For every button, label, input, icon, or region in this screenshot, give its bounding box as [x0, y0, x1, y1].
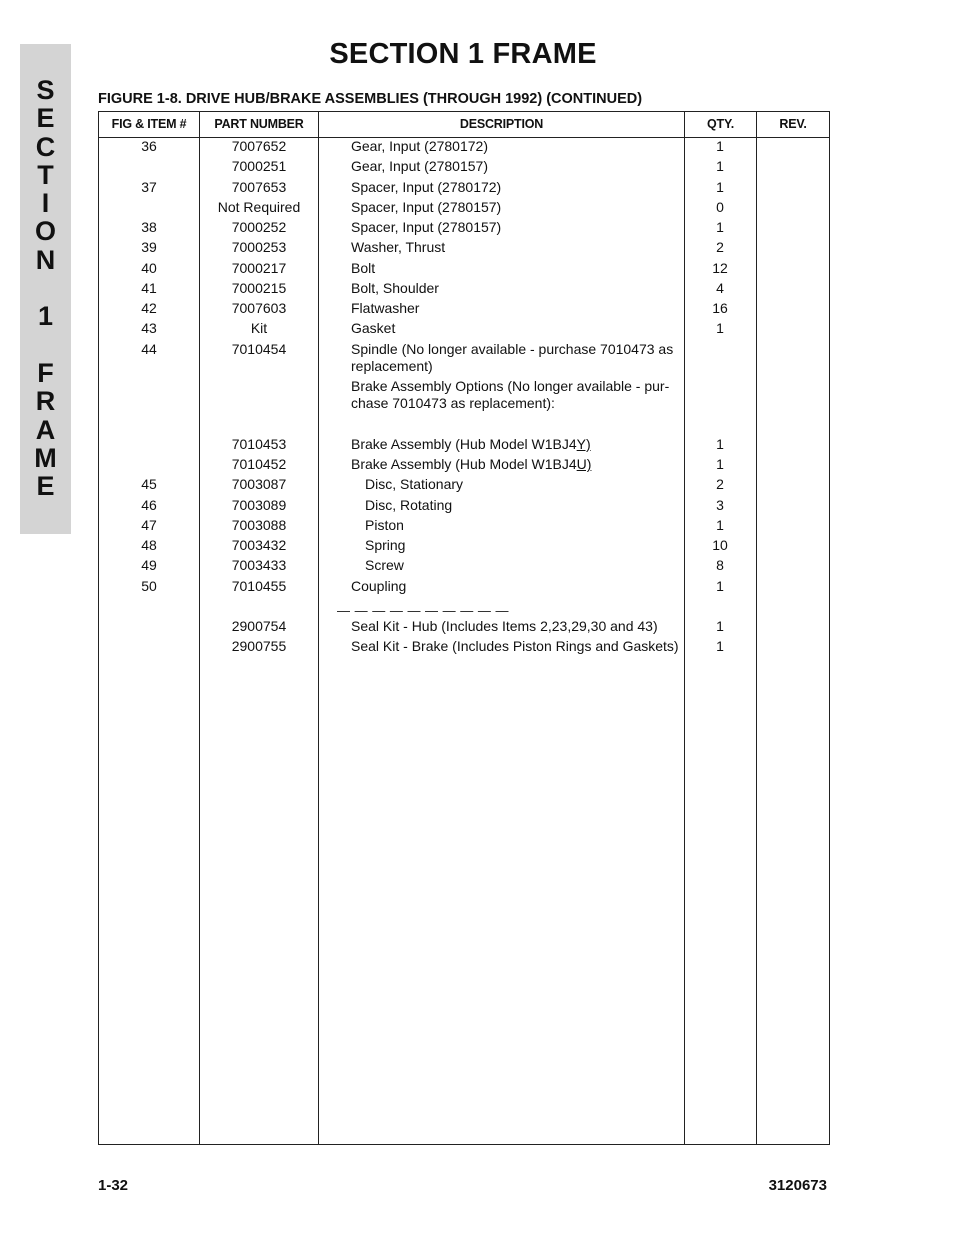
description-text: Disc, Stationary — [365, 476, 464, 492]
quantity: 1 — [716, 219, 724, 235]
description-text: Piston — [365, 517, 404, 533]
side-tab-letter: 1 — [37, 301, 54, 332]
quantity: 4 — [716, 280, 724, 296]
section-side-tab — [20, 44, 71, 534]
part-description — [365, 476, 697, 493]
quantity: 12 — [712, 260, 728, 276]
part-number: 7003432 — [231, 537, 287, 553]
figure-title: FIGURE 1-8. DRIVE HUB/BRAKE ASSEMBLIES (THROUGH 1992) (CONTINUED) — [98, 91, 643, 107]
quantity: 1 — [716, 578, 724, 594]
part-number: 7000217 — [231, 260, 287, 276]
description-text: Coupling — [351, 578, 407, 594]
part-number: 7000251 — [231, 158, 287, 174]
description-text: Brake Assembly Options (No longer available - pur- — [351, 378, 670, 394]
part-description — [351, 456, 683, 473]
quantity: 1 — [716, 179, 724, 195]
description-text: Screw — [365, 557, 404, 573]
description-text: Spring — [365, 537, 406, 553]
quantity: 10 — [712, 537, 728, 553]
part-number: Not Required — [217, 199, 301, 215]
side-tab-letter: I — [41, 188, 50, 219]
document-number: 3120673 — [768, 1177, 827, 1194]
item-number: 46 — [141, 497, 157, 513]
quantity: 1 — [716, 517, 724, 533]
quantity: 2 — [716, 239, 724, 255]
side-tab-letter: E — [36, 103, 55, 134]
part-description — [351, 239, 683, 256]
part-number: 7007653 — [231, 179, 287, 195]
part-description — [351, 358, 683, 375]
part-description — [351, 199, 683, 216]
part-number: 7003089 — [231, 497, 287, 513]
quantity: 1 — [716, 638, 724, 654]
part-description — [365, 557, 697, 574]
part-description — [351, 179, 683, 196]
description-underlined-suffix: U) — [576, 456, 592, 472]
part-number: 2900755 — [231, 638, 287, 654]
quantity: 1 — [716, 320, 724, 336]
part-number: 7010452 — [231, 456, 287, 472]
description-underlined-suffix: Y) — [576, 436, 591, 452]
description-text: Gear, Input (2780157) — [351, 158, 488, 174]
item-number: 44 — [141, 341, 157, 357]
part-description — [351, 280, 683, 297]
description-text: replacement) — [351, 358, 433, 374]
description-text: Washer, Thrust — [351, 239, 446, 255]
item-number: 47 — [141, 517, 157, 533]
part-number: 7000252 — [231, 219, 287, 235]
description-text: Seal Kit - Hub (Includes Items 2,23,29,30 and 43) — [351, 618, 658, 634]
description-text: Bolt, Shoulder — [351, 280, 439, 296]
description-text: Flatwasher — [351, 300, 420, 316]
side-tab-letter: O — [34, 216, 56, 247]
header-part-number: PART NUMBER — [214, 117, 304, 131]
quantity: 1 — [716, 618, 724, 634]
description-text: Brake Assembly (Hub Model W1BJ4 — [351, 456, 577, 472]
description-text: Spacer, Input (2780157) — [351, 219, 502, 235]
quantity: 16 — [712, 300, 728, 316]
part-description — [351, 219, 683, 236]
quantity: 1 — [716, 138, 724, 154]
section-title: SECTION 1 FRAME — [329, 38, 597, 70]
part-number: 2900754 — [231, 618, 287, 634]
quantity: 3 — [716, 497, 724, 513]
part-description — [365, 517, 697, 534]
description-text: Bolt — [351, 260, 376, 276]
side-tab-letter: N — [35, 244, 56, 275]
item-number: 50 — [141, 578, 157, 594]
item-number: 42 — [141, 300, 157, 316]
item-number: 48 — [141, 537, 157, 553]
part-number: 7010454 — [231, 341, 287, 357]
part-description — [351, 436, 683, 453]
column-divider — [756, 112, 757, 1144]
side-tab-letter: C — [35, 131, 56, 162]
part-number: 7007603 — [231, 300, 287, 316]
part-number: Kit — [250, 320, 268, 336]
header-item: FIG & ITEM # — [111, 117, 187, 131]
side-tab-letter: F — [37, 357, 54, 388]
quantity: 2 — [716, 476, 724, 492]
quantity: 8 — [716, 557, 724, 573]
part-description — [351, 618, 683, 635]
separator-line: — — — — — — — — — — — [337, 603, 510, 618]
side-tab-letter: R — [35, 386, 56, 417]
description-text: Gear, Input (2780172) — [351, 138, 488, 154]
column-divider — [318, 112, 319, 1144]
item-number: 41 — [141, 280, 157, 296]
part-number: 7003087 — [231, 476, 287, 492]
quantity: 1 — [716, 436, 724, 452]
item-number: 39 — [141, 239, 157, 255]
side-tab-letter: T — [37, 159, 54, 190]
description-text: Spindle (No longer available - purchase 7010473 as — [351, 341, 674, 357]
part-description — [365, 497, 697, 514]
item-number: 45 — [141, 476, 157, 492]
part-description — [351, 320, 683, 337]
description-text: Seal Kit - Brake (Includes Piston Rings and Gaskets) — [351, 638, 679, 654]
item-number: 40 — [141, 260, 157, 276]
side-tab-letter: E — [36, 471, 55, 502]
part-description — [351, 578, 683, 595]
part-description — [351, 395, 683, 412]
description-text: chase 7010473 as replacement): — [351, 395, 555, 411]
part-description — [351, 138, 683, 155]
part-number: 7000253 — [231, 239, 287, 255]
header-rev: REV. — [779, 117, 807, 131]
description-text: Disc, Rotating — [365, 497, 453, 513]
description-text: Spacer, Input (2780172) — [351, 179, 502, 195]
item-number: 49 — [141, 557, 157, 573]
part-description — [351, 378, 683, 395]
part-number: 7003088 — [231, 517, 287, 533]
side-tab-letters — [20, 76, 71, 500]
item-number: 37 — [141, 179, 157, 195]
description-text: Spacer, Input (2780157) — [351, 199, 502, 215]
description-text: Gasket — [351, 320, 396, 336]
side-tab-letter: M — [34, 442, 57, 473]
part-number: 7010455 — [231, 578, 287, 594]
parts-table — [98, 111, 830, 1145]
quantity: 1 — [716, 158, 724, 174]
side-tab-letter: A — [35, 414, 56, 445]
part-description — [365, 537, 697, 554]
item-number: 38 — [141, 219, 157, 235]
part-description — [351, 638, 683, 655]
quantity: 1 — [716, 456, 724, 472]
item-number: 36 — [141, 138, 157, 154]
part-number: 7003433 — [231, 557, 287, 573]
part-description — [351, 300, 683, 317]
part-number: 7010453 — [231, 436, 287, 452]
page-number: 1-32 — [98, 1177, 129, 1194]
part-description — [351, 341, 683, 358]
header-qty: QTY. — [707, 117, 734, 131]
part-number: 7007652 — [231, 138, 287, 154]
item-number: 43 — [141, 320, 157, 336]
part-number: 7000215 — [231, 280, 287, 296]
side-tab-letter: S — [36, 75, 55, 105]
part-description — [351, 158, 683, 175]
description-text: Brake Assembly (Hub Model W1BJ4 — [351, 436, 577, 452]
header-description: DESCRIPTION — [459, 117, 544, 131]
part-description — [351, 260, 683, 277]
quantity: 0 — [716, 199, 724, 215]
